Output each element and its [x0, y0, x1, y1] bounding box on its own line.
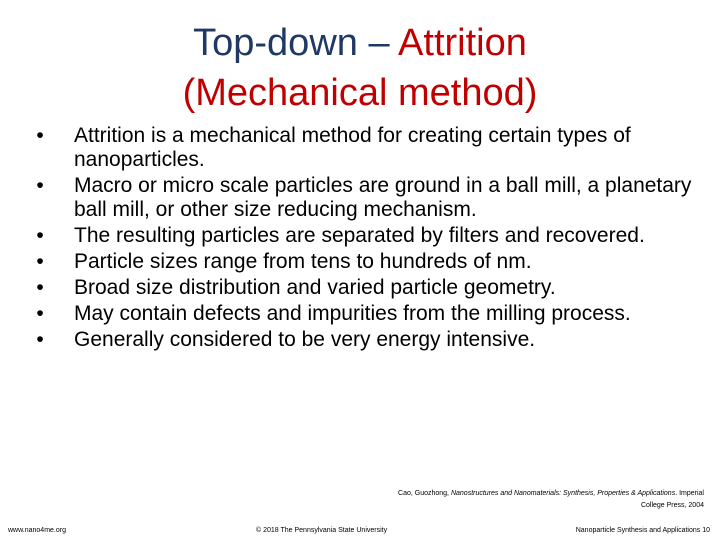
bullet-text: Generally considered to be very energy intensive.	[74, 328, 536, 351]
footer-page-info: Nanoparticle Synthesis and Applications 10	[575, 527, 710, 534]
bullet-symbol: •	[36, 250, 44, 273]
bullet-symbol: •	[36, 124, 44, 147]
bullet-text: The resulting particles are separated by filters and recovered.	[74, 224, 645, 247]
bullet-item	[30, 276, 700, 300]
bullet-symbol: •	[36, 276, 44, 299]
footer-copyright: © 2018 The Pennsylvania State University	[256, 527, 388, 534]
bullet-item	[30, 124, 700, 172]
bullet-item	[30, 302, 700, 326]
footer	[0, 525, 720, 537]
bullet-item	[30, 250, 700, 274]
bullet-symbol: •	[36, 224, 44, 247]
title-line-2: (Mechanical method)	[182, 72, 538, 114]
citation-publisher: . Imperial College Press, 2004	[640, 490, 704, 509]
bullet-text: Macro or micro scale particles are ground in a ball mill, a planetary ball mill, or other size reducing mechanism.	[74, 174, 692, 221]
bullet-text: Attrition is a mechanical method for creating certain types of nanoparticles.	[74, 124, 631, 171]
bullet-item	[30, 224, 700, 248]
footer-website: www.nano4me.org	[8, 527, 66, 534]
citation-author: Cao, Guozhong,	[398, 490, 451, 497]
title-line-1	[0, 18, 720, 68]
bullet-item	[30, 174, 700, 222]
title-attrition: Attrition	[398, 22, 527, 64]
bullet-item	[30, 328, 700, 352]
bullet-symbol: •	[36, 302, 44, 325]
bullet-list	[30, 124, 700, 354]
citation	[384, 488, 704, 512]
title-top-down: Top-down	[193, 22, 358, 64]
title-dash: –	[357, 22, 399, 64]
slide-title	[0, 18, 720, 118]
bullet-text: Particle sizes range from tens to hundreds of nm.	[74, 250, 532, 273]
bullet-text: Broad size distribution and varied particle geometry.	[74, 276, 556, 299]
bullet-text: May contain defects and impurities from the milling process.	[74, 302, 631, 325]
bullet-symbol: •	[36, 328, 44, 351]
citation-work: Nanostructures and Nanomaterials: Synthesis, Properties & Applications	[450, 490, 676, 497]
bullet-symbol: •	[36, 174, 44, 197]
